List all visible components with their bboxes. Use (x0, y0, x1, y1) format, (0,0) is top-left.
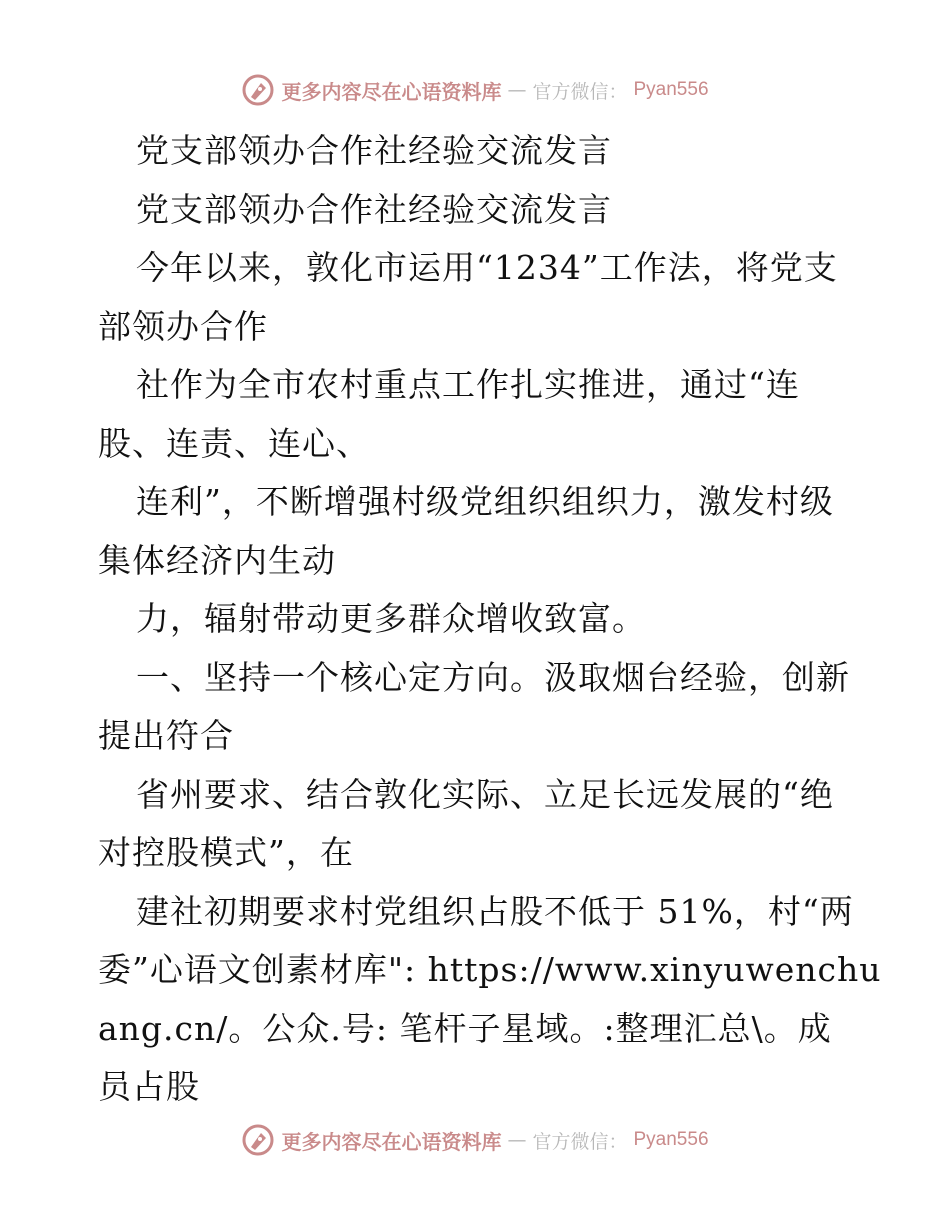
footer-watermark (0, 1120, 950, 1160)
watermark-subtitle: 官方微信： (532, 1130, 628, 1153)
text-line: 党支部领办合作社经验交流发言 (136, 131, 612, 170)
text-line: 集体经济内生动 (98, 540, 336, 580)
watermark-wechat-id: Pyan556 (633, 1129, 709, 1150)
text-line: 一、坚持一个核心定方向。汲取烟台经验，创新 (136, 657, 850, 697)
text-line: 省州要求、结合敦化实际、立足长远发展的“绝 (136, 774, 834, 814)
text-line: 力，辐射带动更多群众增收致富。 (136, 599, 646, 638)
watermark-dash: — (507, 79, 527, 101)
text-line: 连利”，不断增强村级党组织组织力，激发村级 (136, 482, 834, 521)
text-line: ang.cn/。公众.号: 笔杆子星域。:整理汇总\。成 (98, 1008, 832, 1048)
pen-nib-logo-icon (241, 1123, 275, 1157)
text-line: 建社初期要求村党组织占股不低于 51%，村“两 (136, 891, 854, 931)
text-line: 社作为全市农村重点工作扎实推进，通过“连 (136, 365, 800, 404)
text-line: 委”心语文创素材库": https://www.xinyuwenchu (98, 950, 882, 989)
text-line: 今年以来，敦化市运用“1234”工作法，将党支 (136, 248, 838, 287)
text-line: 提出符合 (98, 716, 234, 755)
text-line: 党支部领办合作社经验交流发言 (136, 189, 612, 229)
document-body (98, 122, 882, 1117)
watermark-dash: — (507, 1129, 527, 1151)
text-line: 股、连责、连心、 (98, 423, 370, 463)
watermark-title: 更多内容尽在心语资料库 (281, 79, 502, 104)
watermark-subtitle: 官方微信： (532, 80, 628, 103)
watermark-title: 更多内容尽在心语资料库 (281, 1129, 502, 1154)
text-line: 对控股模式”，在 (98, 833, 354, 872)
watermark-wechat-id: Pyan556 (633, 79, 709, 100)
header-watermark (0, 70, 950, 110)
pen-nib-logo-icon (241, 73, 275, 107)
text-line: 部领办合作 (98, 306, 268, 346)
text-line: 员占股 (98, 1067, 200, 1106)
